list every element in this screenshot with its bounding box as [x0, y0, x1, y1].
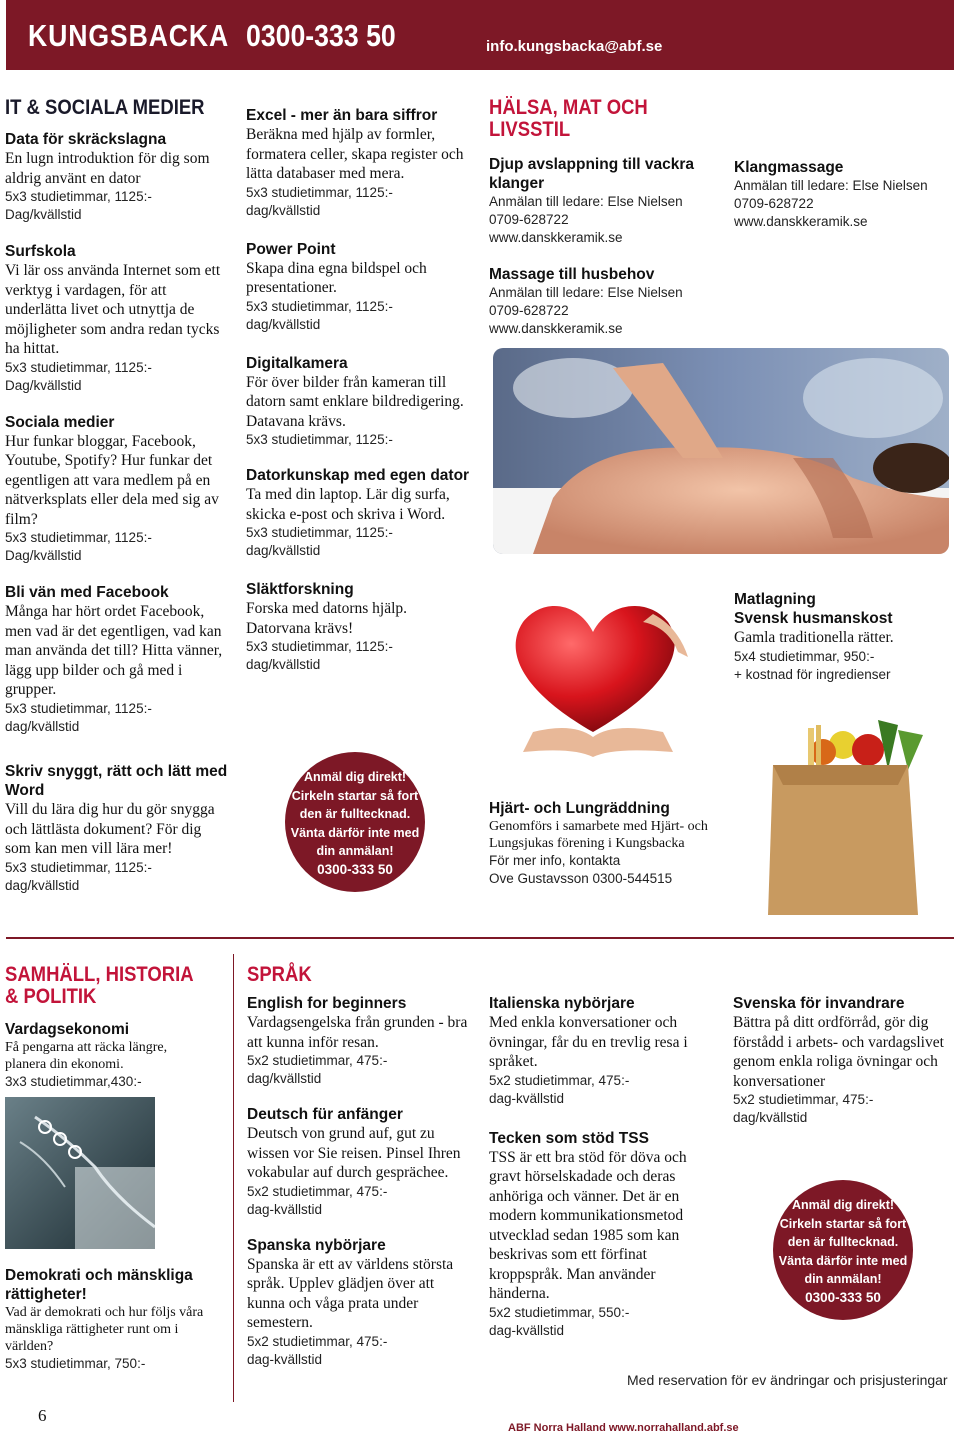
course-item — [246, 354, 471, 450]
course-info: 5x3 studietimmar, 1125:- — [5, 530, 152, 545]
signup-badge — [773, 1180, 913, 1320]
reservation-note: Med reservation för ev ändringar och prisjusteringar — [627, 1372, 948, 1388]
course-info: + kostnad för ingredienser — [734, 666, 891, 682]
course-info: 0709-628722 — [734, 196, 814, 211]
course-info: 5x3 studietimmar, 1125:- — [246, 639, 393, 654]
badge-line: Anmäl dig direkt! — [303, 770, 407, 784]
course-description: Beräkna med hjälp av formler, formatera celler, skapa register och lätta databaser med mera. — [246, 126, 464, 182]
header-email[interactable]: info.kungsbacka@abf.se — [486, 38, 663, 55]
sprak-column-2 — [489, 994, 713, 1357]
course-item — [247, 994, 471, 1088]
course-title: Klangmassage — [734, 159, 844, 176]
course-title: English for beginners — [247, 995, 407, 1012]
course-title: Svenska för invandrare — [733, 995, 905, 1012]
course-description: Få pengarna att räcka längre, planera din ekonomi. — [5, 1040, 168, 1072]
course-info: Anmälan till ledare: Else Nielsen — [489, 194, 683, 209]
course-time: Dag/kvällstid — [5, 548, 82, 563]
course-title: Matlagning — [734, 591, 816, 608]
course-title: Sociala medier — [5, 413, 115, 431]
course-title: Excel - mer än bara siffror — [246, 107, 438, 124]
badge-phone: 0300-333 50 — [317, 861, 393, 877]
course-description: Deutsch von grund auf, gut zu wissen vor Sie reisen. Pinsel Ihren vokabular auf durch gesprächee. — [247, 1125, 461, 1181]
course-title: Vardagsekonomi — [5, 1021, 130, 1038]
course-item — [5, 130, 230, 224]
course-info: 5x3 studietimmar, 1125:- — [5, 859, 152, 875]
course-info: www.danskkeramik.se — [489, 230, 623, 245]
samhalle-bottom — [5, 1266, 220, 1373]
sprak-column-3 — [733, 994, 953, 1144]
course-item — [5, 1266, 220, 1373]
course-time: dag/kvällstid — [5, 718, 80, 734]
course-description: TSS är ett bra stöd för döva och gravt hörselskadade och deras anhöriga och vänner. Det är en modern kommunikationsmetod utvecklad sedan 1985 som kan beskrivas som ett förfinat kroppspråk. Man använder händerna. — [489, 1148, 687, 1302]
badge-line: din anmälan! — [804, 1272, 882, 1286]
header-bar — [6, 0, 954, 70]
badge-phone: 0300-333 50 — [805, 1289, 881, 1305]
course-title: Data för skräckslagna — [5, 131, 167, 148]
course-item — [734, 158, 954, 231]
course-time: dag/kvällstid — [246, 202, 321, 218]
sprak-column-1 — [247, 964, 471, 1386]
course-info: För mer info, kontakta — [489, 853, 621, 868]
section-title-samhalle: SAMHÄLL, HISTORIA — [5, 963, 194, 986]
course-item — [733, 994, 953, 1127]
badge-line: den är fulltecknad. — [299, 807, 411, 821]
course-info: 5x2 studietimmar, 475:- — [247, 1053, 388, 1068]
course-item — [246, 240, 471, 334]
health-column — [489, 97, 724, 355]
course-title: Datorkunskap med egen dator — [246, 467, 470, 484]
section-divider — [6, 937, 954, 939]
section-title-sprak: SPRÅK — [247, 963, 312, 986]
course-time: dag/kvällstid — [246, 657, 321, 672]
badge-line: din anmälan! — [316, 844, 394, 858]
course-description: Med enkla konversationer och övningar, får du en trevlig resa i språket. — [489, 1014, 688, 1070]
course-description: Vad är demokrati och hur följs våra mänskliga rättigheter runt om i världen? — [5, 1305, 204, 1354]
course-info: www.danskkeramik.se — [489, 321, 623, 336]
course-item — [5, 1020, 220, 1091]
course-info: 3x3 studietimmar,430:- — [5, 1074, 142, 1089]
course-time: dag-kvällstid — [247, 1201, 323, 1217]
course-item — [5, 583, 230, 736]
badge-line: Cirkeln startar så fort — [779, 1216, 907, 1231]
grocery-bag-photo — [748, 710, 934, 915]
samhalle-column — [5, 964, 220, 1091]
course-time: dag-kvällstid — [489, 1322, 565, 1338]
course-info: Anmälan till ledare: Else Nielsen — [734, 178, 928, 193]
heart-photo — [493, 582, 696, 777]
course-title: Djup avslappning till vackra klanger — [489, 156, 695, 192]
course-info: Anmälan till ledare: Else Nielsen — [489, 285, 683, 300]
course-time: Dag/kvällstid — [5, 377, 82, 393]
course-time: Dag/kvällstid — [5, 207, 82, 222]
course-time: dag-kvällstid — [489, 1090, 565, 1106]
course-info: 5x3 studietimmar, 1125:- — [5, 189, 152, 204]
course-title: Spanska nybörjare — [247, 1236, 386, 1254]
course-info: 5x3 studietimmar, 1125:- — [5, 359, 152, 375]
it-column-1-bottom — [5, 762, 230, 912]
course-info: Ove Gustavsson 0300-544515 — [489, 871, 673, 886]
section-title-health-2: LIVSSTIL — [489, 118, 571, 141]
section-title-it: IT & SOCIALA MEDIER — [5, 96, 205, 119]
matlagning-block — [734, 590, 954, 684]
section-title-health: HÄLSA, MAT OCH — [489, 96, 648, 119]
course-description: För över bilder från kameran till datorn samt enklare bildredigering. Datavana krävs. — [246, 373, 464, 430]
course-item — [246, 466, 471, 560]
course-title: Bli vän med Facebook — [5, 584, 169, 601]
course-time: dag/kvällstid — [246, 543, 321, 558]
course-title: Tecken som stöd TSS — [489, 1129, 649, 1147]
course-description: Gamla traditionella rätter. — [734, 629, 894, 646]
course-title: Släktforskning — [246, 581, 354, 598]
badge-line: Vänta därför inte med — [778, 1253, 908, 1268]
course-description: Genomförs i samarbete med Hjärt- och Lungsjukas förening i Kungsbacka — [489, 819, 708, 851]
course-description: En lugn introduktion för dig som aldrig använt en dator — [5, 150, 210, 187]
course-description: Vardagsengelska från grunden - bra att kunna inför resan. — [247, 1014, 468, 1051]
column-divider — [233, 954, 234, 1402]
course-info: 5x2 studietimmar, 475:- — [489, 1072, 630, 1088]
course-description: Många har hört ordet Facebook, men vad är det egentligen, vad kan man använda det till? Hitta vänner, lägg upp bilder och gå med i grupper. — [5, 603, 223, 698]
course-title: Digitalkamera — [246, 354, 348, 372]
course-item — [5, 242, 230, 395]
course-item — [489, 265, 724, 338]
signup-badge — [285, 752, 425, 892]
course-description: Spanska är ett av världens största språk. Upplev glädjen över att kunna och våga prata under semestern. — [247, 1255, 454, 1331]
notebook-photo — [5, 1097, 155, 1249]
hjart-block — [489, 799, 709, 888]
health-column-2 — [734, 158, 954, 248]
header-phone: 0300-333 50 — [246, 18, 396, 53]
course-info: 0709-628722 — [489, 303, 569, 318]
course-info: 0709-628722 — [489, 212, 569, 227]
course-title: Hjärt- och Lungräddning — [489, 800, 670, 817]
badge-line: den är fulltecknad. — [787, 1235, 899, 1249]
course-title: Power Point — [246, 240, 336, 258]
course-description: Bättra på ditt ordförråd, gör dig förstådd i arbets- och vardagslivet genom enkla roliga övningar och konversationer — [733, 1014, 944, 1090]
course-item — [246, 106, 471, 220]
badge-line: Anmäl dig direkt! — [791, 1198, 895, 1212]
course-title: Deutsch für anfänger — [247, 1106, 403, 1123]
course-time: dag/kvällstid — [733, 1110, 808, 1125]
course-time: dag/kvällstid — [5, 877, 80, 893]
badge-line: Cirkeln startar så fort — [291, 788, 419, 803]
course-info: 5x2 studietimmar, 475:- — [733, 1092, 874, 1107]
course-info: www.danskkeramik.se — [734, 214, 868, 229]
course-info: 5x2 studietimmar, 550:- — [489, 1304, 630, 1320]
it-column-2 — [246, 106, 471, 691]
course-item — [5, 762, 230, 895]
course-time: dag-kvällstid — [247, 1351, 323, 1367]
course-subtitle: Svensk husmanskost — [734, 610, 893, 627]
course-item — [489, 155, 704, 247]
course-description: Forska med datorns hjälp. Datorvana krävs! — [246, 600, 408, 637]
header-town: KUNGSBACKA — [28, 18, 230, 53]
course-time: dag/kvällstid — [247, 1071, 322, 1086]
course-title: Massage till husbehov — [489, 266, 655, 283]
course-title: Demokrati och mänskliga rättigheter! — [5, 1267, 193, 1303]
course-time: dag/kvällstid — [246, 316, 321, 332]
badge-line: Vänta därför inte med — [290, 825, 420, 840]
course-description: Ta med din laptop. Lär dig surfa, skicka e-post och skriva i Word. — [246, 486, 450, 523]
course-description: Hur funkar bloggar, Facebook, Youtube, Spotify? Hur funkar det egentligen att vara medlem på en nätverksplats eller dela med sig av film? — [5, 432, 219, 528]
course-description: Vill du lära dig hur du gör snygga och lättlästa dokument? För dig som kan men vill lära mer! — [5, 801, 215, 857]
course-title: Italienska nybörjare — [489, 995, 635, 1012]
course-description: Skapa dina egna bildspel och presentationer. — [246, 259, 427, 296]
course-info: 5x3 studietimmar, 750:- — [5, 1356, 146, 1371]
massage-photo — [493, 348, 949, 554]
course-info: 5x2 studietimmar, 475:- — [247, 1333, 388, 1349]
course-item — [489, 1129, 713, 1340]
course-info: 5x3 studietimmar, 1125:- — [246, 525, 393, 540]
course-item — [246, 580, 471, 674]
course-title: Skriv snyggt, rätt och lätt med Word — [5, 763, 228, 799]
course-title: Surfskola — [5, 243, 76, 260]
course-info: 5x2 studietimmar, 475:- — [247, 1183, 388, 1199]
footer-abf: ABF Norra Halland www.norrahalland.abf.se — [508, 1422, 739, 1434]
course-info: 5x3 studietimmar, 1125:- — [246, 432, 393, 447]
it-column-1 — [5, 97, 230, 753]
course-item — [489, 994, 713, 1108]
course-item — [247, 1236, 471, 1369]
course-info: 5x3 studietimmar, 1125:- — [246, 298, 393, 314]
course-item — [5, 413, 230, 566]
section-title-samhalle-2: & POLITIK — [5, 985, 97, 1008]
course-info: 5x3 studietimmar, 1125:- — [246, 184, 393, 200]
course-info: 5x3 studietimmar, 1125:- — [5, 700, 152, 716]
course-item — [247, 1105, 471, 1219]
course-description: Vi lär oss använda Internet som ett verktyg i vardagen, för att underlätta livet och utnyttja de möjligheter som andra redan tycks ha hittat. — [5, 262, 221, 357]
page-number: 6 — [38, 1406, 47, 1425]
course-info: 5x4 studietimmar, 950:- — [734, 648, 875, 664]
